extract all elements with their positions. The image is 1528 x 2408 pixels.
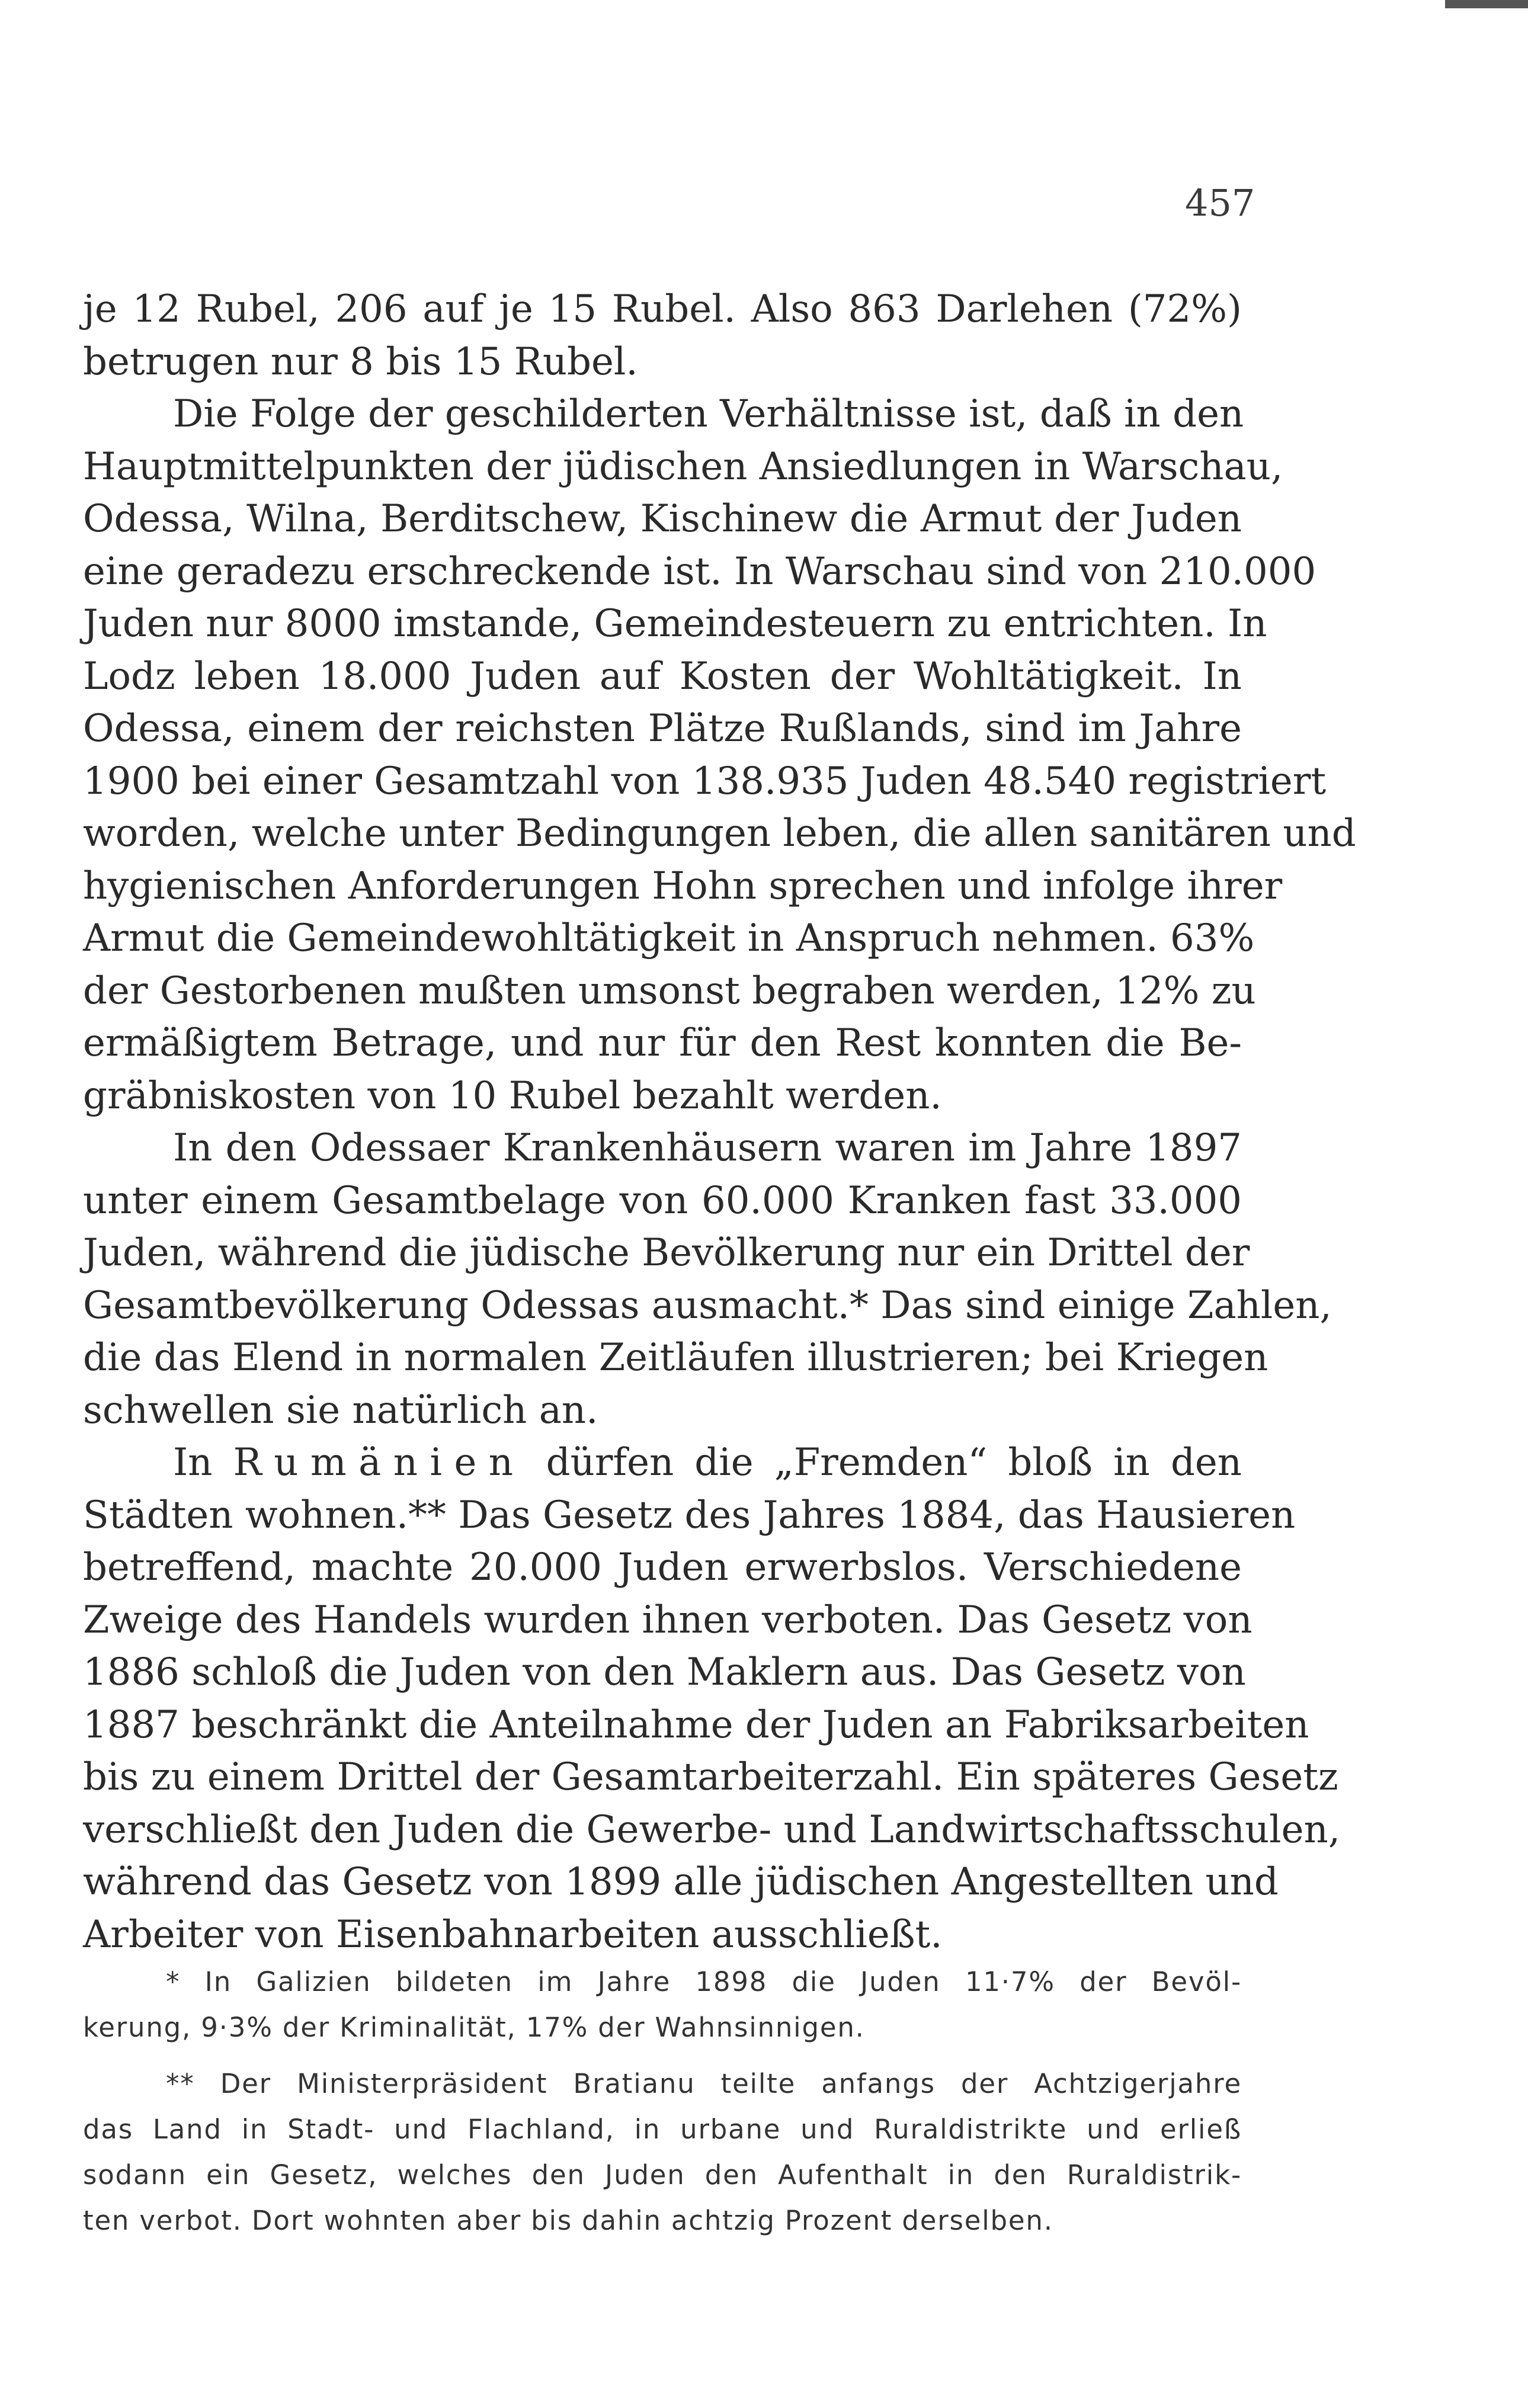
footnote-gap xyxy=(83,2050,1242,2061)
text-line: verschließt den Juden die Gewerbe- und Landwirtschaftsschulen, xyxy=(83,1807,1341,1852)
body-text xyxy=(83,283,1356,1961)
footnotes xyxy=(83,1959,1242,2243)
text-line: 1900 bei einer Gesamtzahl von 138.935 Juden 48.540 registriert xyxy=(83,759,1327,803)
text-line: 1887 beschränkt die Anteilnahme der Juden an Fabriksarbeiten xyxy=(83,1702,1309,1747)
text-line: Odessa, Wilna, Berditschew, Kischinew die Armut der Juden xyxy=(83,497,1242,541)
text-line: Hauptmittelpunkten der jüdischen Ansiedlungen in Warschau, xyxy=(83,444,1283,489)
spaced-country-name: Rumänien xyxy=(233,1441,526,1484)
text-line: unter einem Gesamtbelage von 60.000 Kranken fast 33.000 xyxy=(83,1178,1242,1223)
text-line: die das Elend in normalen Zeitläufen illustrieren; bei Kriegen xyxy=(83,1336,1268,1380)
text-line: Odessa, einem der reichsten Plätze Rußlands, sind im Jahre xyxy=(83,707,1242,751)
text-line: gräbniskosten von 10 Rubel bezahlt werden. xyxy=(83,1073,942,1118)
text-line: je 12 Rubel, 206 auf je 15 Rubel. Also 863 Darlehen (72%) xyxy=(83,287,1242,331)
text-line: In den Odessaer Krankenhäusern waren im Jahre 1897 xyxy=(173,1126,1242,1170)
text-line: Städten wohnen.** Das Gesetz des Jahres 1884, das Hausieren xyxy=(83,1493,1296,1537)
text-line: worden, welche unter Bedingungen leben, die allen sanitären und xyxy=(83,812,1356,855)
text-line: während das Gesetz von 1899 alle jüdischen Angestellten und xyxy=(83,1860,1279,1904)
text-line: hygienischen Anforderungen Hohn sprechen und infolge ihrer xyxy=(83,864,1283,908)
line-rest: dürfen die „Fremden“ bloß in den xyxy=(546,1441,1242,1484)
text-line-rumaenien xyxy=(83,1437,1242,1489)
footnote-line: kerung, 9·3% der Kriminalität, 17% der Wahnsinnigen. xyxy=(83,2012,865,2043)
text-line: Juden nur 8000 imstande, Gemeindesteuern zu entrichten. In xyxy=(83,602,1267,646)
text-line: Armut die Gemeindewohltätigkeit in Anspruch nehmen. 63% xyxy=(83,916,1255,960)
text-line: eine geradezu erschreckende ist. In Warschau sind von 210.000 xyxy=(83,549,1316,594)
footnote-line: ** Der Ministerpräsident Bratianu teilte anfangs der Achtzigerjahre xyxy=(166,2068,1242,2099)
text-line: 1886 schloß die Juden von den Maklern aus. Das Gesetz von xyxy=(83,1650,1246,1694)
text-line: der Gestorbenen mußten umsonst begraben werden, 12% zu xyxy=(83,969,1256,1013)
text-line: Die Folge der geschilderten Verhältnisse ist, daß in den xyxy=(173,392,1244,436)
footnote-line: ten verbot. Dort wohnten aber bis dahin achtzig Prozent derselben. xyxy=(83,2205,1053,2236)
text-line: Arbeiter von Eisenbahnarbeiten ausschließt. xyxy=(83,1912,943,1957)
text-line: betrugen nur 8 bis 15 Rubel. xyxy=(83,339,638,384)
text-line: bis zu einem Drittel der Gesamtarbeiterzahl. Ein späteres Gesetz xyxy=(83,1755,1338,1799)
footnote-line: sodann ein Gesetz, welches den Juden den Aufenthalt in den Ruraldistrik- xyxy=(83,2159,1242,2191)
text-line: Zweige des Handels wurden ihnen verboten. Das Gesetz von xyxy=(83,1598,1252,1642)
footnote-line: das Land in Stadt- und Flachland, in urbane und Ruraldistrikte und erließ xyxy=(83,2114,1242,2145)
text-line: betreffend, machte 20.000 Juden erwerbslos. Verschiedene xyxy=(83,1546,1242,1589)
page-number: 457 xyxy=(1185,181,1255,225)
text-line: Lodz leben 18.000 Juden auf Kosten der Wohltätigkeit. In xyxy=(83,654,1242,698)
footnote-line: * In Galizien bildeten im Jahre 1898 die Juden 11·7% der Bevöl- xyxy=(166,1966,1242,1997)
page-edge-mark xyxy=(1445,0,1528,8)
line-lead-word: In xyxy=(173,1441,213,1484)
text-line: Juden, während die jüdische Bevölkerung nur ein Drittel der xyxy=(83,1231,1250,1275)
text-line: schwellen sie natürlich an. xyxy=(83,1388,598,1432)
text-line: ermäßigtem Betrage, und nur für den Rest konnten die Be- xyxy=(83,1021,1242,1065)
text-line: Gesamtbevölkerung Odessas ausmacht.* Das sind einige Zahlen, xyxy=(83,1283,1332,1328)
